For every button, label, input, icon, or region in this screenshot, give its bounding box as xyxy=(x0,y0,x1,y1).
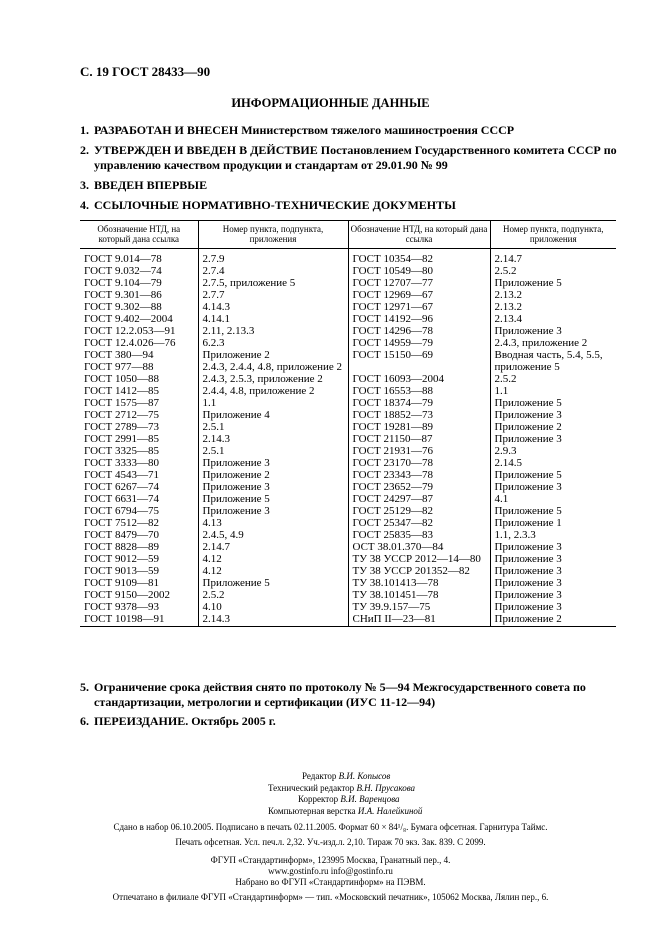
table-row xyxy=(80,277,616,289)
table-row xyxy=(80,301,616,313)
ref-doc-cell: ГОСТ 1050—88 xyxy=(80,373,198,385)
ref-doc-cell: ГОСТ 380—94 xyxy=(80,349,198,361)
ref-doc-cell: ОСТ 38.01.370—84 xyxy=(348,541,490,553)
ref-clause-cell: Приложение 5 xyxy=(198,577,348,589)
ref-clause-cell: Приложение 5 xyxy=(494,505,562,517)
ref-doc-cell: ГОСТ 3333—80 xyxy=(80,457,198,469)
credit-editor: Редактор В.И. Копысов xyxy=(302,771,391,781)
ref-clause-cell: Приложение 5 xyxy=(198,493,348,505)
ref-doc-cell: ГОСТ 8828—89 xyxy=(80,541,198,553)
page-header: С. 19 ГОСТ 28433—90 xyxy=(80,64,211,79)
ref-doc-cell: ГОСТ 8479—70 xyxy=(80,529,198,541)
ref-doc-cell: ГОСТ 9.014—78 xyxy=(80,249,198,266)
item-text: Постановлением Государственного комитета СССР по управлению качеством продукции и стандартам от 29.01.90 № 99 xyxy=(94,143,617,172)
ref-doc-cell: ГОСТ 10549—80 xyxy=(348,265,490,277)
item-text: Октябрь 2005 г. xyxy=(191,714,276,728)
table-row xyxy=(80,289,616,301)
ref-doc-cell: ГОСТ 4543—71 xyxy=(80,469,198,481)
ref-doc-cell: ГОСТ 9150—2002 xyxy=(80,589,198,601)
item-lead: Ограничение срока действия снято по протоколу № 5—94 xyxy=(94,680,410,694)
item-lead: УТВЕРЖДЕН И ВВЕДЕН В ДЕЙСТВИЕ xyxy=(94,143,318,157)
ref-doc-cell: ГОСТ 21931—76 xyxy=(348,445,490,457)
table-row xyxy=(80,613,616,627)
ref-doc-cell: ГОСТ 10198—91 xyxy=(80,613,198,627)
ref-clause-cell: 2.7.4 xyxy=(198,265,348,277)
header-doc-2: Обозначение НТД, на который дана ссылка xyxy=(348,221,490,249)
ref-clause-cell: 2.5.2 xyxy=(198,589,348,601)
imprint-line-1: Сдано в набор 06.10.2005. Подписано в печать 02.11.2005. Формат 60 × 84¹/₈. Бумага офсетная. Гарнитура Таймс. xyxy=(113,822,548,832)
section-title: ИНФОРМАЦИОННЫЕ ДАННЫЕ xyxy=(231,96,430,110)
ref-doc-cell: ГОСТ 7512—82 xyxy=(80,517,198,529)
table-row xyxy=(80,553,616,565)
table-row xyxy=(80,265,616,277)
ref-doc-cell: ГОСТ 9.301—86 xyxy=(80,289,198,301)
ref-doc-cell: ГОСТ 2991—85 xyxy=(80,433,198,445)
ref-clause-cell: 2.14.7 xyxy=(198,541,348,553)
ref-doc-cell: ГОСТ 977—88 xyxy=(80,361,198,373)
ref-doc-cell xyxy=(348,361,490,373)
ref-doc-cell: ТУ 39.9.157—75 xyxy=(348,601,490,613)
ref-doc-cell: ГОСТ 6267—74 xyxy=(80,481,198,493)
imprint-line-2: Печать офсетная. Усл. печ.л. 2,32. Уч.-изд.л. 2,10. Тираж 70 экз. Зак. 839. С 2099. xyxy=(175,837,486,847)
table-row xyxy=(80,373,616,385)
ref-clause-cell: 2.14.5 xyxy=(494,457,522,469)
ref-doc-cell: ГОСТ 23170—78 xyxy=(348,457,490,469)
ref-doc-cell: ГОСТ 6794—75 xyxy=(80,505,198,517)
table-row xyxy=(80,541,616,553)
table-row xyxy=(80,433,616,445)
ref-clause-cell: 4.12 xyxy=(198,565,348,577)
credit-corrector: Корректор В.И. Варенцова xyxy=(298,794,400,804)
ref-clause-cell: 6.2.3 xyxy=(198,337,348,349)
ref-clause-cell: 2.4.5, 4.9 xyxy=(198,529,348,541)
item-number: 4. xyxy=(80,198,89,212)
ref-doc-cell: ГОСТ 3325—85 xyxy=(80,445,198,457)
ref-doc-cell: ГОСТ 12.2.053—91 xyxy=(80,325,198,337)
table-row xyxy=(80,325,616,337)
ref-clause-cell: 2.14.3 xyxy=(198,613,348,627)
table-header-row xyxy=(80,221,616,249)
ref-clause-cell: 4.14.1 xyxy=(198,313,348,325)
ref-doc-cell: ГОСТ 15150—69 xyxy=(348,349,490,361)
ref-doc-cell: ГОСТ 14296—78 xyxy=(348,325,490,337)
ref-clause-cell: 1.1 xyxy=(198,397,348,409)
ref-clause-cell: 4.1 xyxy=(494,493,509,505)
ref-doc-cell: ГОСТ 9.302—88 xyxy=(80,301,198,313)
ref-clause-cell: Приложение 3 xyxy=(494,481,562,493)
ref-doc-cell: ГОСТ 25835—83 xyxy=(348,529,490,541)
ref-clause-cell: 2.5.1 xyxy=(198,421,348,433)
ref-clause-cell: Приложение 1 xyxy=(494,517,562,529)
ref-clause-cell: 4.12 xyxy=(198,553,348,565)
ref-doc-cell: ГОСТ 6631—74 xyxy=(80,493,198,505)
ref-clause-cell: 2.4.3, приложение 2 xyxy=(494,337,588,349)
table-body xyxy=(80,249,616,627)
ref-doc-cell: ГОСТ 25129—82 xyxy=(348,505,490,517)
ref-clause-cell: Приложение 3 xyxy=(494,325,562,337)
item-number: 1. xyxy=(80,123,89,137)
ref-doc-cell: ГОСТ 16553—88 xyxy=(348,385,490,397)
table-row xyxy=(80,313,616,325)
table-row xyxy=(80,249,616,266)
ref-clause-cell: 2.13.2 xyxy=(494,289,522,301)
ref-doc-cell: ГОСТ 19281—89 xyxy=(348,421,490,433)
ref-doc-cell: ТУ 38.101451—78 xyxy=(348,589,490,601)
ref-clause-cell: Приложение 3 xyxy=(198,481,348,493)
ref-doc-cell: СНиП II—23—81 xyxy=(348,613,490,627)
item-lead: РАЗРАБОТАН И ВНЕСЕН xyxy=(94,123,239,137)
table-row xyxy=(80,517,616,529)
ref-clause-cell: Приложение 3 xyxy=(494,433,562,445)
item-number: 2. xyxy=(80,143,89,157)
item-lead: ПЕРЕИЗДАНИЕ. xyxy=(94,714,189,728)
ref-clause-cell: 2.4.3, 2.5.3, приложение 2 xyxy=(198,373,348,385)
table-row xyxy=(80,493,616,505)
ref-clause-cell: 2.4.3, 2.4.4, 4.8, приложение 2 xyxy=(198,361,348,373)
ref-doc-cell: ГОСТ 14959—79 xyxy=(348,337,490,349)
ref-clause-cell: приложение 5 xyxy=(494,361,560,373)
imprint-line-4: www.gostinfo.ru info@gostinfo.ru xyxy=(268,866,393,876)
table-row xyxy=(80,361,616,373)
table-row xyxy=(80,577,616,589)
ref-doc-cell: ТУ 38.101413—78 xyxy=(348,577,490,589)
header-doc-1: Обозначение НТД, на который дана ссылка xyxy=(80,221,198,249)
ref-clause-cell: Приложение 3 xyxy=(494,577,562,589)
ref-clause-cell: Приложение 3 xyxy=(494,553,562,565)
table-row xyxy=(80,409,616,421)
table-row xyxy=(80,385,616,397)
ref-doc-cell: ГОСТ 9013—59 xyxy=(80,565,198,577)
item-number: 6. xyxy=(80,714,89,728)
ref-doc-cell: ГОСТ 12971—67 xyxy=(348,301,490,313)
credit-tech-editor: Технический редактор В.Н. Прусакова xyxy=(268,782,416,793)
ref-clause-cell: 2.7.7 xyxy=(198,289,348,301)
ref-clause-cell: 2.11, 2.13.3 xyxy=(198,325,348,337)
ref-clause-cell: Приложение 5 xyxy=(494,397,562,409)
ref-clause-cell: 2.7.5, приложение 5 xyxy=(198,277,348,289)
ref-clause-cell: Приложение 3 xyxy=(494,541,562,553)
ref-doc-cell: ТУ 38 УССР 201352—82 xyxy=(348,565,490,577)
ref-doc-cell: ГОСТ 23343—78 xyxy=(348,469,490,481)
ref-clause-cell: 4.13 xyxy=(198,517,348,529)
table-row xyxy=(80,349,616,361)
ref-clause-cell: 2.13.2 xyxy=(494,301,522,313)
ref-doc-cell: ГОСТ 1575—87 xyxy=(80,397,198,409)
ref-clause-cell: 2.4.4, 4.8, приложение 2 xyxy=(198,385,348,397)
ref-clause-cell: Приложение 4 xyxy=(198,409,348,421)
item-text: Межгосударственного совета по стандартизации, метрологии и сертификации (ИУС 11-12—94) xyxy=(94,680,586,709)
table-row xyxy=(80,469,616,481)
ref-doc-cell: ГОСТ 9012—59 xyxy=(80,553,198,565)
ref-doc-cell: ГОСТ 12.4.026—76 xyxy=(80,337,198,349)
ref-doc-cell: ГОСТ 18852—73 xyxy=(348,409,490,421)
ref-clause-cell: Приложение 3 xyxy=(494,565,562,577)
ref-clause-cell: 2.5.2 xyxy=(494,265,517,277)
ref-doc-cell: ГОСТ 9.032—74 xyxy=(80,265,198,277)
table-row xyxy=(80,481,616,493)
table-row xyxy=(80,565,616,577)
ref-doc-cell: ГОСТ 14192—96 xyxy=(348,313,490,325)
ref-doc-cell: ГОСТ 23652—79 xyxy=(348,481,490,493)
ref-clause-cell: Приложение 5 xyxy=(494,277,562,289)
ref-doc-cell: ГОСТ 2789—73 xyxy=(80,421,198,433)
ref-doc-cell: ГОСТ 25347—82 xyxy=(348,517,490,529)
ref-doc-cell: ГОСТ 2712—75 xyxy=(80,409,198,421)
item-text: Министерством тяжелого машиностроения СССР xyxy=(241,123,515,137)
ref-doc-cell: ТУ 38 УССР 2012—14—80 xyxy=(348,553,490,565)
ref-clause-cell: 1.1, 2.3.3 xyxy=(494,529,536,541)
table-row xyxy=(80,601,616,613)
ref-clause-cell: Приложение 2 xyxy=(198,469,348,481)
table-row xyxy=(80,397,616,409)
ref-clause-cell: Приложение 3 xyxy=(494,601,562,613)
ref-clause-cell: Приложение 3 xyxy=(198,457,348,469)
ref-doc-cell: ГОСТ 12707—77 xyxy=(348,277,490,289)
ref-clause-cell: 2.5.1 xyxy=(198,445,348,457)
ref-clause-cell: Приложение 2 xyxy=(494,421,562,433)
ref-doc-cell: ГОСТ 16093—2004 xyxy=(348,373,490,385)
credits-block xyxy=(268,771,422,817)
ref-clause-cell: Приложение 5 xyxy=(494,469,562,481)
ref-clause-cell: Приложение 3 xyxy=(198,505,348,517)
ref-clause-cell: 2.14.7 xyxy=(494,253,522,265)
table-row xyxy=(80,505,616,517)
ref-doc-cell: ГОСТ 18374—79 xyxy=(348,397,490,409)
table-row xyxy=(80,529,616,541)
ref-clause-cell: Приложение 2 xyxy=(198,349,348,361)
ref-clause-cell: Приложение 3 xyxy=(494,409,562,421)
imprint-line-5: Набрано во ФГУП «Стандартинформ» на ПЭВМ. xyxy=(235,877,426,887)
ref-clause-cell: Приложение 2 xyxy=(490,613,616,627)
ref-clause-cell: 1.1 xyxy=(494,385,509,397)
table-row xyxy=(80,457,616,469)
item-lead: ССЫЛОЧНЫЕ НОРМАТИВНО-ТЕХНИЧЕСКИЕ ДОКУМЕНТЫ xyxy=(94,198,456,212)
references-table xyxy=(80,220,616,627)
ref-clause-cell: 2.7.9 xyxy=(198,249,348,266)
credit-layout: Компьютерная верстка И.А. Налейкиной xyxy=(268,805,423,816)
ref-doc-cell: ГОСТ 9.104—79 xyxy=(80,277,198,289)
ref-doc-cell: ГОСТ 1412—85 xyxy=(80,385,198,397)
ref-doc-cell: ГОСТ 9.402—2004 xyxy=(80,313,198,325)
ref-doc-cell: ГОСТ 24297—87 xyxy=(348,493,490,505)
ref-doc-cell: ГОСТ 9109—81 xyxy=(80,577,198,589)
table-row xyxy=(80,337,616,349)
imprint-line-3: ФГУП «Стандартинформ», 123995 Москва, Гранатный пер., 4. xyxy=(210,855,451,865)
table-row xyxy=(80,421,616,433)
ref-clause-cell: 4.10 xyxy=(198,601,348,613)
table-row xyxy=(80,589,616,601)
ref-doc-cell: ГОСТ 9378—93 xyxy=(80,601,198,613)
ref-clause-cell: 2.5.2 xyxy=(494,373,517,385)
ref-doc-cell: ГОСТ 12969—67 xyxy=(348,289,490,301)
item-number: 3. xyxy=(80,178,89,192)
ref-doc-cell: ГОСТ 21150—87 xyxy=(348,433,490,445)
ref-doc-cell: ГОСТ 10354—82 xyxy=(348,249,490,266)
ref-clause-cell: 4.14.3 xyxy=(198,301,348,313)
imprint-line-6: Отпечатано в филиале ФГУП «Стандартинформ» — тип. «Московский печатник», 105062 Москва, Лялин пер., 6. xyxy=(112,892,549,902)
ref-clause-cell: 2.9.3 xyxy=(494,445,517,457)
table-row xyxy=(80,445,616,457)
ref-clause-cell: Приложение 3 xyxy=(494,589,562,601)
header-clause-2: Номер пункта, подпункта, приложения xyxy=(490,221,616,249)
item-number: 5. xyxy=(80,680,89,694)
item-lead: ВВЕДЕН ВПЕРВЫЕ xyxy=(94,178,208,192)
header-clause-1: Номер пункта, подпункта, приложения xyxy=(198,221,348,249)
ref-clause-cell: Вводная часть, 5.4, 5.5, xyxy=(494,349,603,361)
ref-clause-cell: 2.13.4 xyxy=(494,313,522,325)
ref-clause-cell: 2.14.3 xyxy=(198,433,348,445)
